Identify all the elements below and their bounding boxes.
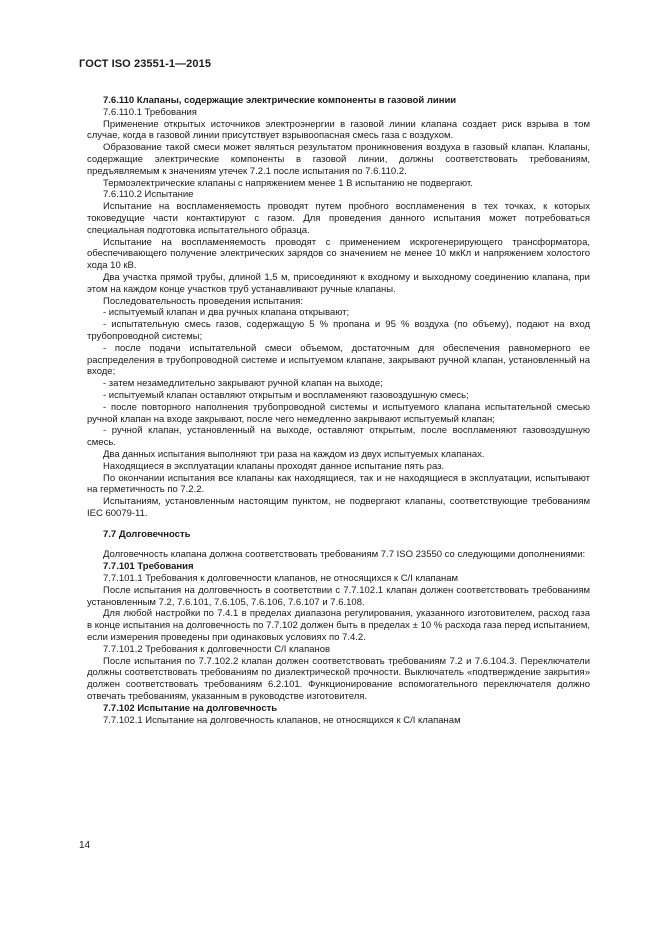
paragraph: Два данных испытания выполняют три раза на каждом из двух испытуемых клапанах. [103,448,485,460]
subsection-heading: 7.6.110.2 Испытание [103,189,194,201]
page-number: 14 [79,840,91,851]
subsection-heading: 7.7.101.1 Требования к долговечности клапанов, не относящихся к C/I клапанам [103,573,459,585]
subsection-heading: 7.7.102 Испытание на долговечность [103,702,278,714]
paragraph: Испытаниям, установленным настоящим пунктом, не подвергают клапаны, соответствующие требованиям IEC 60079-11. [87,496,590,519]
section-heading: 7.6.110 Клапаны, содержащие электрические компоненты в газовой линии [103,95,457,106]
paragraph: Испытание на воспламеняемость проводят с применением искрогенерирующего трансформатора, обеспечивающего получение электрических зарядов со значением не менее 10 мкКл и напряжением холостого хода 10 кВ. [87,236,590,272]
paragraph: Испытание на воспламеняемость проводят путем пробного воспламенения в тех точках, к которых токоведущие части контактируют с газом. Для проведения данного испытания может потребоваться специальная подготовка испытательного образца. [87,201,590,236]
paragraph: Два участка прямой трубы, длиной 1,5 м, присоединяют к входному и выходному соединению клапана, при этом на каждом конце участков труб устанавливают ручные клапаны. [87,271,590,295]
list-item: - испытуемый клапан оставляют открытым и воспламеняют газовоздушную смесь; [103,389,469,401]
section-heading: 7.7 Долговечность [103,528,191,540]
list-item: - испытуемый клапан и два ручных клапана открывают; [103,307,350,319]
list-item: - ручной клапан, установленный на выходе, оставляют открытым, после воспламеняют газовоздушную смесь. [87,425,590,449]
subsection-heading: 7.7.101 Требования [103,561,194,573]
paragraph: Термоэлектрические клапаны с напряжением менее 1 В испытанию не подвергают. [103,177,473,189]
paragraph: Применение открытых источников электроэнергии в газовой линии клапана создает риск взрыва в том случае, когда в газовой линии присутствует взрывоопасная смесь газа с воздухом. [87,118,590,142]
paragraph: Для любой настройки по 7.4.1 в пределах диапазона регулирования, указанного изготовителем, расход газа в конце испытания на долговечность по 7.7.102 должен быть в пределах ± 10 % расхода газа перед испытанием, если измерения проведены при одинаковых условиях по 7.4.2. [87,608,590,644]
paragraph: По окончании испытания все клапаны как находящиеся, так и не находящиеся в эксплуатации, испытывают на герметичность по 7.2.2. [87,472,590,496]
subsection-heading: 7.7.102.1 Испытание на долговечность клапанов, не относящихся к C/I клапанам [103,714,461,726]
subsection-heading: 7.6.110.1 Требования [103,106,197,118]
document-header: ГОСТ ISO 23551-1—2015 [79,58,212,70]
document-body [87,95,590,726]
paragraph: Последовательность проведения испытания: [103,295,304,307]
paragraph: Находящиеся в эксплуатации клапаны проходят данное испытание пять раз. [103,460,445,472]
list-item: - после подачи испытательной смеси объемом, достаточным для обеспечения равномерного ее распределения в трубопроводной системе и испытуемом клапане, закрывают ручной клапан, установленный на входе; [87,342,590,378]
list-item: - испытательную смесь газов, содержащую 5 % пропана и 95 % воздуха (по объему), подают на вход трубопроводной системы; [87,319,590,342]
paragraph: Образование такой смеси может являться результатом проникновения воздуха в газовый клапан. Клапаны, содержащие электрические компоненты в газовой линии, должны соответствовать требованиям, предъявляемым к значениям утечек 7.2.1 после испытания по 7.6.110.2. [87,142,590,177]
list-item: - после повторного наполнения трубопроводной системы и испытуемого клапана испытательной смесью ручной клапан на входе закрывают, после чего немедленно закрывают испытуемый клапан; [87,401,590,425]
subsection-heading: 7.7.101.2 Требования к долговечности C/I клапанов [103,643,331,655]
paragraph: Долговечность клапана должна соответствовать требованиям 7.7 ISO 23550 со следующими дополнениями: [103,549,586,561]
paragraph: После испытания на долговечность в соответствии с 7.7.102.1 клапан должен соответствовать требованиям установленным 7.2, 7.6.101, 7.6.105, 7.6.106, 7.6.107 и 7.6.108. [87,584,590,608]
list-item: - затем незамедлительно закрывают ручной клапан на выходе; [103,378,383,390]
paragraph: После испытания по 7.7.102.2 клапан должен соответствовать требованиям 7.2 и 7.6.104.3. Переключатели должны соответствовать требованиям по диэлектрической прочности. Выключатель «подтверждение закрытия» должен соответствовать требованиям 6.2.101. Функционирование вспомогательного переключателя должно отвечать требованиям, указанным в руководстве изготовителя. [87,655,590,703]
